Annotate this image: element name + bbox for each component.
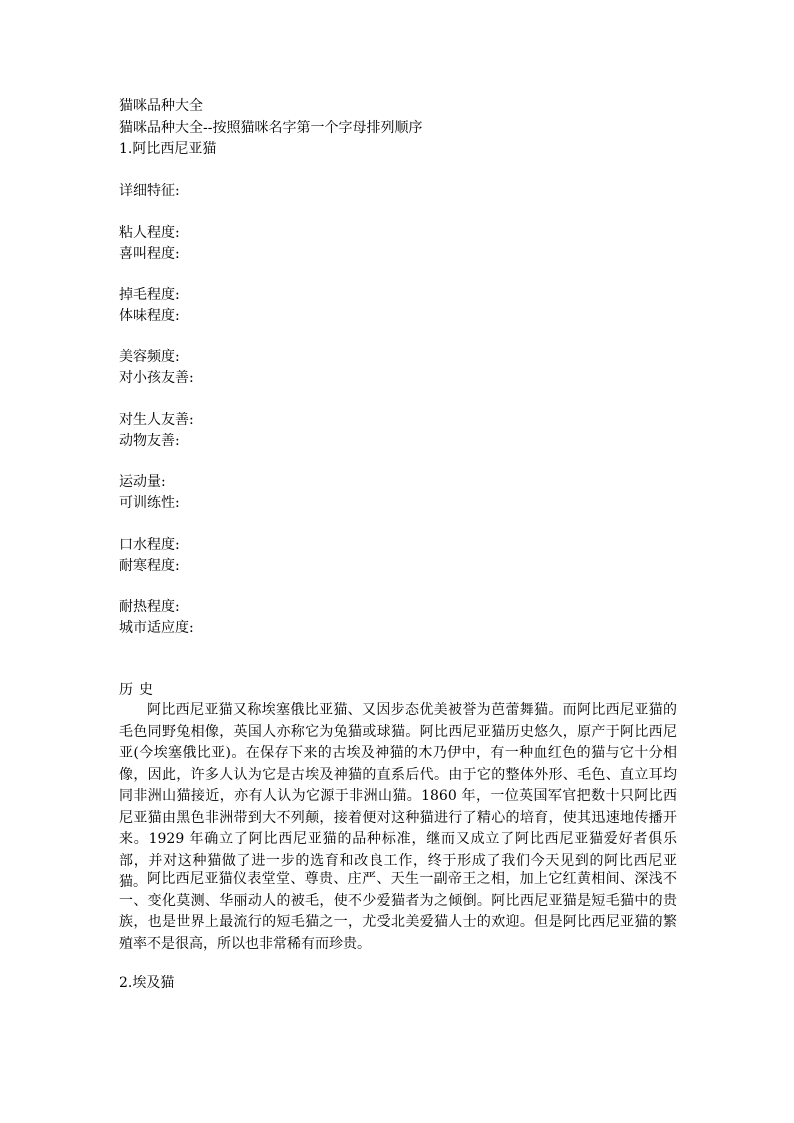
trait-label: 掉毛程度:	[119, 287, 180, 303]
trait-label: 粘人程度:	[119, 225, 180, 241]
trait-label: 口水程度:	[119, 537, 180, 553]
trait-label: 美容频度:	[119, 349, 180, 365]
trait-label: 对生人友善:	[119, 412, 194, 428]
details-heading: 详细特征:	[119, 183, 180, 199]
history-paragraph: 阿比西尼亚猫仪表堂堂、尊贵、庄严、天生一副帝王之相，加上它红黄相间、深浅不一、变化莫测、华丽动人的被毛，使不少爱猫者为之倾倒。阿比西尼亚猫是短毛猫中的贵族，也是世界上最流行的短毛猫之一，尤受北美爱猫人士的欢迎。但是阿比西尼亚猫的繁殖率不是很高，所以也非常稀有而珍贵。	[119, 871, 677, 952]
trait-label: 耐寒程度:	[119, 558, 180, 574]
document-subtitle: 猫咪品种大全--按照猫咪名字第一个字母排列顺序	[119, 120, 423, 136]
document-title: 猫咪品种大全	[119, 98, 203, 114]
trait-label: 喜叫程度:	[119, 246, 180, 262]
trait-label: 动物友善:	[119, 433, 180, 449]
trait-label: 耐热程度:	[119, 599, 180, 615]
trait-label: 可训练性:	[119, 495, 180, 511]
trait-label: 城市适应度:	[119, 620, 194, 636]
trait-label: 对小孩友善:	[119, 370, 194, 386]
history-paragraph: 阿比西尼亚猫又称埃塞俄比亚猫、又因步态优美被誉为芭蕾舞猫。而阿比西尼亚猫的毛色同野兔相像，英国人亦称它为兔猫或球猫。阿比西尼亚猫历史悠久，原产于阿比西尼亚(今埃塞俄比亚)。在保存下来的古埃及神猫的木乃伊中，有一种血红色的猫与它十分相像，因此，许多人认为它是古埃及神猫的直系后代。由于它的整体外形、毛色、直立耳均同非洲山猫接近，亦有人认为它源于非洲山猫。1860 年，一位英国军官把数十只阿比西尼亚猫由黑色非洲带到大不列颠，接着便对这种猫进行了精心的培育，使其迅速地传播开来。1929 年确立了阿比西尼亚猫的品种标准，继而又成立了阿比西尼亚猫爱好者俱乐部，并对这种猫做了进一步的选育和改良工作，终于形成了我们今天见到的阿比西尼亚猫。	[119, 702, 677, 890]
history-heading: 历史	[119, 682, 159, 698]
section-title-egyptian-mau: 2.埃及猫	[119, 975, 175, 991]
trait-label: 运动量:	[119, 474, 166, 490]
section-title-abyssinian: 1.阿比西尼亚猫	[119, 141, 217, 157]
trait-label: 体味程度:	[119, 308, 180, 324]
